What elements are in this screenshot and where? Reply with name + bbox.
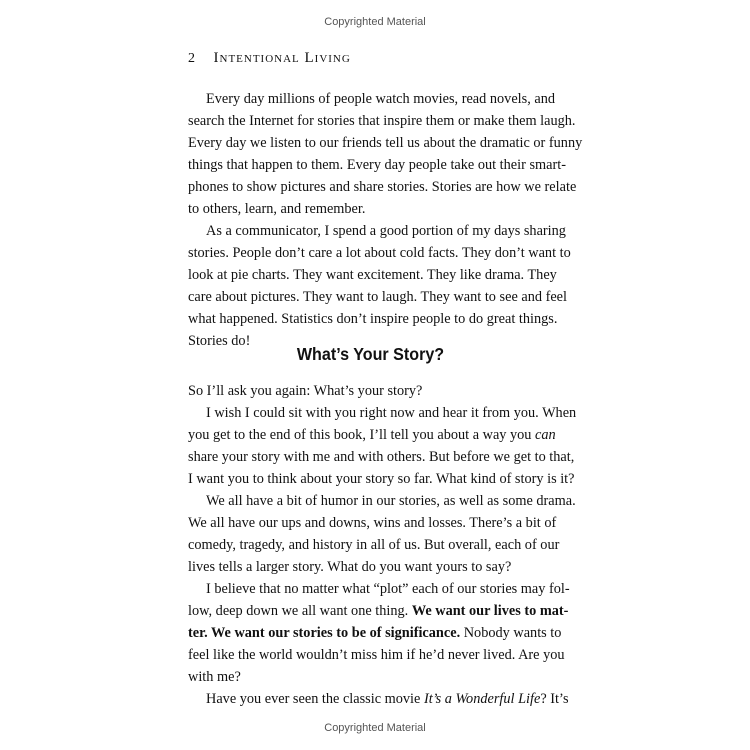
text-line: So I’ll ask you again: What’s your story? (188, 383, 423, 399)
text-line: care about pictures. They want to laugh. They want to see and feel (188, 289, 567, 305)
text-line: things that happen to them. Every day people take out their smart- (188, 157, 566, 173)
text-run: low, deep down we all want one thing. (188, 603, 412, 619)
text-run: Nobody wants to (460, 625, 562, 641)
text-line: feel like the world wouldn’t miss him if he’d never lived. Are you (188, 647, 565, 663)
copyright-watermark-top: Copyrighted Material (324, 16, 426, 28)
running-head (188, 50, 351, 67)
text-line (188, 688, 569, 710)
text-line (188, 622, 562, 644)
text-line: look at pie charts. They want excitement. They like drama. They (188, 267, 557, 283)
text-line: stories. People don’t care a lot about cold facts. They don’t want to (188, 245, 571, 261)
bold-text: ter. We want our stories to be of significance. (188, 625, 461, 641)
text-line: I want you to think about your story so far. What kind of story is it? (188, 471, 575, 487)
text-line: phones to show pictures and share stories. Stories are how we relate (188, 179, 577, 195)
text-run: ? It’s (540, 691, 569, 707)
text-line: comedy, tragedy, and history in all of us. But overall, each of our (188, 537, 560, 553)
text-line: Stories do! (188, 333, 251, 349)
text-line: We all have a bit of humor in our stories, as well as some drama. (206, 493, 576, 509)
text-line: what happened. Statistics don’t inspire people to do great things. (188, 311, 558, 327)
text-line: share your story with me and with others. But before we get to that, (188, 449, 575, 465)
text-line: Every day millions of people watch movies, read novels, and (206, 91, 555, 107)
text-line: to others, learn, and remember. (188, 201, 366, 217)
body-text-section-2 (188, 380, 577, 710)
body-text-section-1 (188, 88, 583, 352)
section-heading: What’s Your Story? (296, 344, 445, 364)
text-line: I wish I could sit with you right now and hear it from you. When (206, 405, 577, 421)
text-line: As a communicator, I spend a good portion of my days sharing (206, 223, 566, 239)
text-line: We all have our ups and downs, wins and losses. There’s a bit of (188, 515, 557, 531)
text-line (188, 600, 569, 622)
copyright-watermark-bottom: Copyrighted Material (324, 722, 426, 734)
book-title: Intentional Living (213, 50, 351, 66)
text-line: Every day we listen to our friends tell us about the dramatic or funny (188, 135, 583, 151)
page-number: 2 (188, 51, 196, 66)
text-run: you get to the end of this book, I’ll tell you about a way you (188, 427, 536, 443)
text-line: search the Internet for stories that inspire them or make them laugh. (188, 113, 576, 129)
text-run: Have you ever seen the classic movie (206, 691, 424, 707)
text-line: lives tells a larger story. What do you want yours to say? (188, 559, 512, 575)
text-line: I believe that no matter what “plot” each of our stories may fol- (206, 581, 570, 597)
text-line: with me? (188, 669, 241, 685)
italic-text: can (535, 427, 556, 443)
text-line (188, 424, 556, 446)
bold-text: We want our lives to mat- (411, 603, 569, 619)
italic-text: It’s a Wonderful Life (423, 691, 541, 707)
